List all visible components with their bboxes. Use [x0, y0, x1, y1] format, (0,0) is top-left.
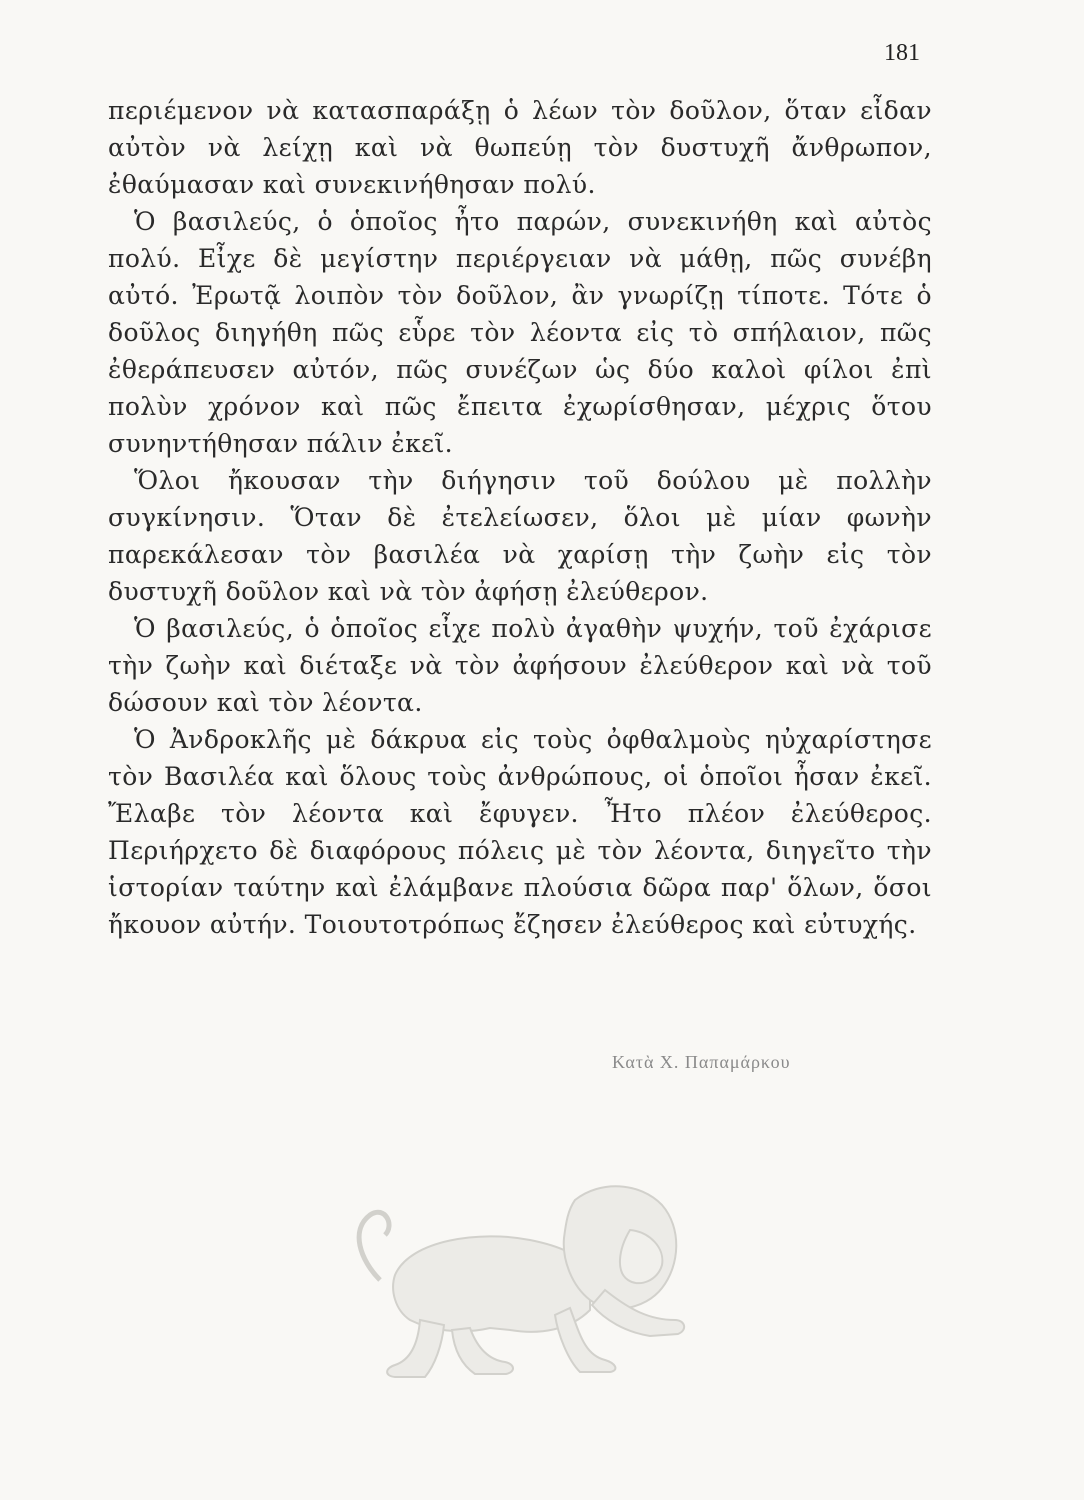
lion-illustration	[340, 1160, 720, 1390]
paragraph: περιέμενον νὰ κατασπαράξῃ ὁ λέων τὸν δοῦλον, ὅταν εἶδαν αὐτὸν νὰ λείχῃ καὶ νὰ θωπεύῃ τὸν δυστυχῆ ἄνθρωπον, ἐθαύμασαν καὶ συνεκινήθησαν πολύ.	[108, 96, 932, 199]
story-text	[108, 92, 932, 943]
author-attribution: Κατὰ Χ. Παπαμάρκου	[612, 1052, 791, 1072]
page-number: 181	[884, 40, 920, 66]
paragraph: Ὁ Ἀνδροκλῆς μὲ δάκρυα εἰς τοὺς ὀφθαλμοὺς ηὐχαρίστησε τὸν Βασιλέα καὶ ὅλους τοὺς ἀνθρώπους, οἱ ὁποῖοι ἦσαν ἐκεῖ. Ἔλαβε τὸν λέοντα καὶ ἔφυγεν. Ἦτο πλέον ἐλεύθερος. Περιήρχετο δὲ διαφόρους πόλεις μὲ τὸν λέοντα, διηγεῖτο τὴν ἱστορίαν ταύτην καὶ ἐλάμβανε πλούσια δῶρα παρ' ὅλων, ὅσοι ἤκουον αὐτήν. Τοιουτοτρόπως ἔζησεν ἐλεύθερος καὶ εὐτυχής.	[108, 725, 932, 939]
paragraph: Ὁ βασιλεύς, ὁ ὁποῖος εἶχε πολὺ ἀγαθὴν ψυχήν, τοῦ ἐχάρισε τὴν ζωὴν καὶ διέταξε νὰ τὸν ἀφήσουν ἐλεύθερον καὶ νὰ τοῦ δώσουν καὶ τὸν λέοντα.	[108, 614, 932, 717]
paragraph: Ὁ βασιλεύς, ὁ ὁποῖος ἦτο παρών, συνεκινήθη καὶ αὐτὸς πολύ. Εἶχε δὲ μεγίστην περιέργειαν νὰ μάθῃ, πῶς συνέβη αὐτό. Ἐρωτᾷ λοιπὸν τὸν δοῦλον, ἂν γνωρίζῃ τίποτε. Τότε ὁ δοῦλος διηγήθη πῶς εὗρε τὸν λέοντα εἰς τὸ σπήλαιον, πῶς ἐθεράπευσεν αὐτόν, πῶς συνέζων ὡς δύο καλοὶ φίλοι ἐπὶ πολὺν χρόνον καὶ πῶς ἔπειτα ἐχωρίσθησαν, μέχρις ὅτου συνηντήθησαν πάλιν ἐκεῖ.	[108, 207, 932, 458]
paragraph: Ὅλοι ἤκουσαν τὴν διήγησιν τοῦ δούλου μὲ πολλὴν συγκίνησιν. Ὅταν δὲ ἐτελείωσεν, ὅλοι μὲ μίαν φωνὴν παρεκάλεσαν τὸν βασιλέα νὰ χαρίσῃ τὴν ζωὴν εἰς τὸν δυστυχῆ δοῦλον καὶ νὰ τὸν ἀφήσῃ ἐλεύθερον.	[108, 466, 932, 606]
